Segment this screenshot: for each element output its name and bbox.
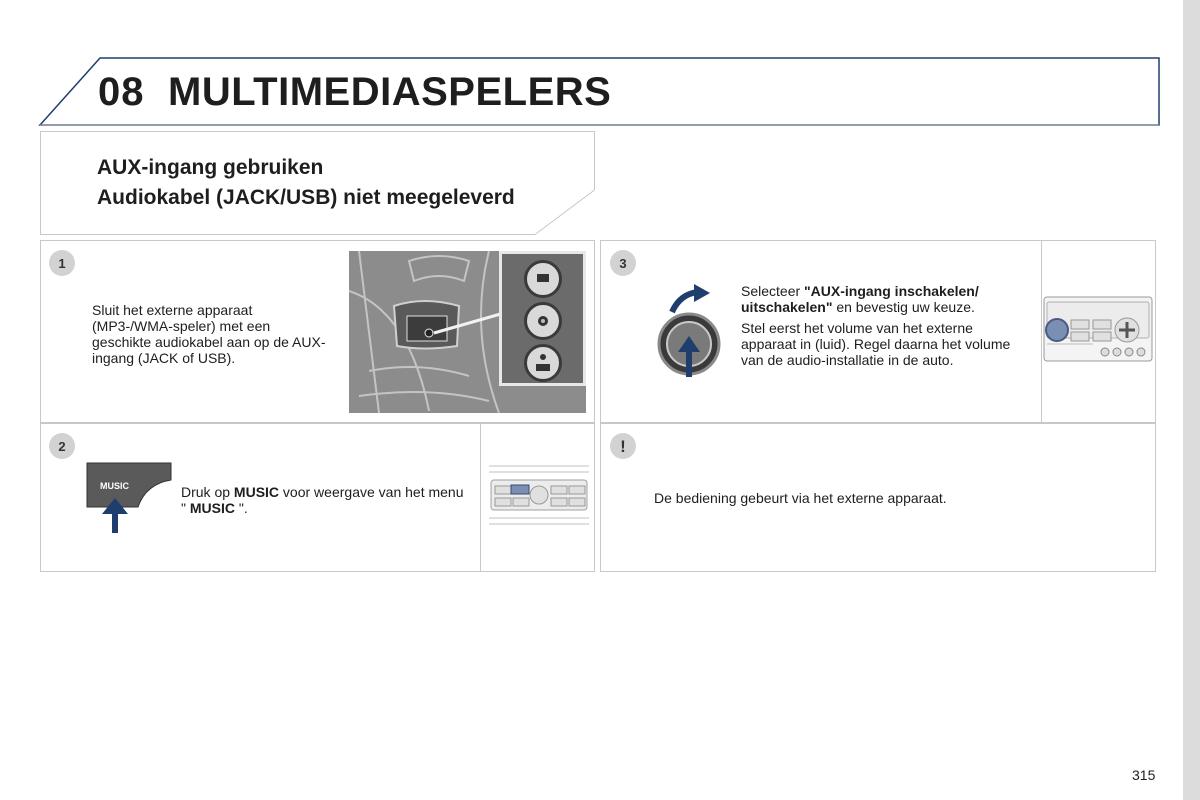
aux-ports-photo (349, 251, 586, 413)
step-3-menu-item: "AUX-ingang inschakelen/ uitschakelen" (741, 283, 979, 315)
svg-text:3: 3 (619, 256, 627, 271)
step-1-text: Sluit het externe apparaat (MP3-/WMA-speler) met een geschikte audiokabel aan op de AUX-ingang (JACK of USB). (92, 302, 326, 366)
page-edge-strip (1183, 0, 1200, 800)
step-2-divider (480, 424, 481, 571)
warning-text: De bediening gebeurt via het externe apparaat. (654, 490, 947, 506)
svg-text:1: 1 (58, 256, 66, 271)
rotary-knob-press-icon (650, 280, 730, 380)
step-2-text: Druk op MUSIC voor weergave van het menu " MUSIC ". (181, 484, 464, 516)
svg-text:!: ! (620, 437, 626, 456)
aux-ports-inset (499, 251, 586, 386)
svg-text:2: 2 (58, 439, 66, 454)
music-key-label: MUSIC (233, 484, 280, 500)
chapter-number: 08 (98, 70, 145, 114)
usb-port-icon (524, 260, 562, 298)
step-2-badge (47, 431, 77, 461)
step-1-badge (47, 248, 77, 278)
music-key-press-icon (86, 462, 172, 534)
page-number: 315 (1132, 767, 1156, 783)
jack-port-icon (524, 302, 562, 340)
section-title: AUX-ingang gebruiken (97, 156, 324, 179)
step-3-volume-note: Stel eerst het volume van het externe apparaat in (luid). Regel daarna het volume van de audio-installatie in de auto. (741, 320, 1011, 368)
svg-text:MUSIC: MUSIC (100, 481, 129, 491)
radio-unit-illustration-music (487, 458, 591, 532)
warning-badge (608, 431, 638, 461)
chapter-title: MULTIMEDIASPELERS (168, 70, 612, 114)
radio-unit-illustration-knob (1043, 296, 1153, 362)
section-subtitle: Audiokabel (JACK/USB) niet meegeleverd (97, 186, 515, 209)
step-3-badge (608, 248, 638, 278)
step-3-instruction: Selecteer "AUX-ingang inschakelen/ uitschakelen" en bevestig uw keuze. (741, 283, 979, 315)
step-3-divider (1041, 241, 1042, 422)
music-menu-label: MUSIC (189, 500, 235, 516)
usb-jack-combo-port-icon (524, 344, 562, 382)
